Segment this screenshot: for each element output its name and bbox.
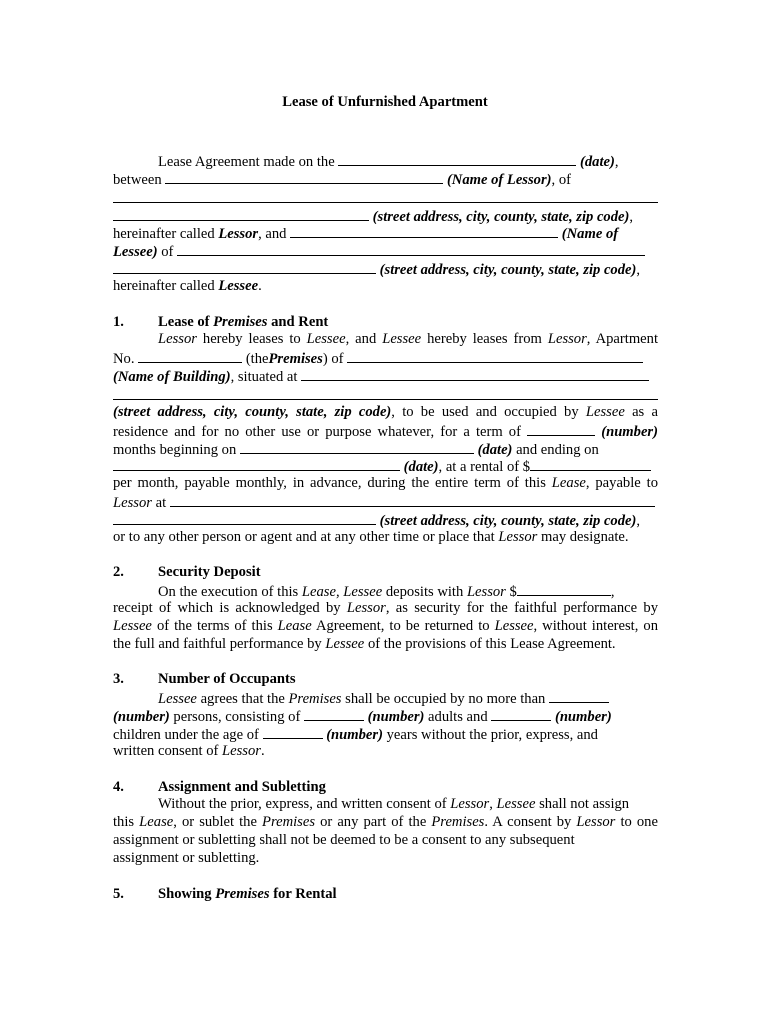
term: Premises	[431, 814, 485, 831]
section-4	[113, 779, 658, 868]
placeholder-label: (street address, city, county, state, zip code)	[113, 403, 392, 420]
term: Lessor	[466, 584, 506, 601]
text-span: $	[509, 584, 517, 601]
term: Lease	[301, 584, 336, 601]
text-span: may designate.	[540, 528, 629, 545]
text-span: adults and	[428, 709, 488, 726]
text-span: (the	[245, 351, 269, 368]
section-heading	[113, 671, 658, 689]
term: Premises	[262, 814, 316, 831]
text-span: years without the prior, express, and	[386, 727, 598, 743]
heading-text: for Rental	[273, 885, 337, 902]
text-line	[113, 493, 658, 511]
text-span: , situated at	[230, 369, 298, 386]
term: Lessor	[547, 331, 587, 348]
text-span: , Apartment	[586, 331, 658, 348]
intro-paragraph	[113, 152, 658, 296]
text-span: .	[258, 277, 262, 294]
text-span: hereby leases from	[427, 331, 542, 348]
text-line	[113, 457, 658, 475]
term: Lessee	[306, 331, 346, 348]
blank-field-building-address[interactable]	[301, 367, 649, 381]
text-span: hereby leases to	[202, 331, 301, 348]
text-span: as a	[632, 403, 658, 420]
section-heading	[113, 314, 658, 332]
section-heading	[113, 886, 658, 904]
text-line	[113, 242, 658, 260]
text-line: (street address, city, county, state, zip code),	[113, 511, 658, 529]
blank-field-building-name[interactable]	[347, 349, 643, 363]
blank-field-lessee-address-cont[interactable]	[113, 260, 376, 274]
blank-field-start-date[interactable]	[240, 440, 474, 454]
text-span: residence and for no other use or purpose whatever, for a term of	[113, 423, 521, 440]
text-line	[113, 850, 658, 868]
heading-italic: Premises	[215, 885, 270, 902]
placeholder-label: (street address, city, county, state, zip code)	[372, 208, 630, 225]
placeholder-label: (Name of Lessor)	[446, 171, 552, 188]
text-span: hereinafter called	[113, 277, 215, 294]
text-line	[113, 814, 658, 832]
defined-term: Lessee	[218, 277, 259, 294]
heading-text: Assignment and Subletting	[158, 778, 326, 795]
text-span: . A consent by	[484, 814, 572, 831]
text-span: children under the age of	[113, 727, 259, 743]
term: Premises	[288, 691, 342, 708]
text-line	[113, 529, 658, 547]
text-line	[113, 832, 658, 850]
section-2	[113, 564, 658, 653]
text-span: ,	[335, 584, 340, 601]
text-line	[113, 367, 658, 385]
text-line	[113, 618, 658, 636]
text-line	[113, 170, 658, 188]
blank-field-lessee-address[interactable]	[177, 242, 645, 256]
text-span: assignment or subletting shall not be deemed to be a consent to any subsequent	[113, 832, 575, 849]
text-span: persons, consisting of	[173, 709, 301, 726]
term: Lessee	[113, 617, 152, 634]
term: Lessor	[158, 331, 197, 348]
text-line	[113, 331, 658, 349]
heading-text: Lease of	[158, 313, 210, 330]
text-line: Lease Agreement made on the (date),	[158, 154, 619, 170]
text-line	[113, 278, 658, 296]
text-span: at	[155, 495, 167, 512]
text-span: per month, payable monthly, in advance, during the entire term of this	[113, 475, 546, 492]
term: Lessee	[494, 617, 534, 634]
blank-field-children[interactable]	[491, 707, 551, 721]
text-span: hereinafter called	[113, 226, 215, 243]
text-span: , as security for the faithful performance by	[385, 600, 658, 617]
section-number: 1.	[113, 313, 124, 330]
section-number: 5.	[113, 885, 124, 902]
text-span: or to any other person or agent and at any other time or place that	[113, 528, 495, 545]
text-line	[113, 600, 658, 618]
text-span: , without interest, on	[533, 617, 658, 634]
text-span: No.	[113, 351, 135, 368]
text-span: of the terms of this	[156, 617, 273, 634]
placeholder-label: (number)	[113, 709, 170, 726]
text-span: .	[260, 742, 265, 759]
text-span: assignment or subletting.	[113, 849, 260, 866]
section-5	[113, 886, 658, 904]
defined-term: Lessor	[218, 226, 259, 243]
text-span: , at a rental of $	[438, 459, 531, 476]
text-span: Agreement, to be returned to	[315, 617, 490, 634]
term: Lease	[139, 814, 174, 831]
term: Lessee	[496, 796, 536, 813]
text-span: deposits with	[385, 584, 464, 601]
text-span: this	[113, 814, 135, 831]
placeholder-label: Lessee)	[113, 244, 158, 261]
heading-text: Number of Occupants	[158, 671, 296, 688]
text-span: , of	[551, 171, 571, 188]
text-line	[113, 725, 658, 743]
text-span: Without the prior, express, and written consent of	[158, 796, 447, 813]
text-span: the full and faithful performance by	[113, 635, 322, 652]
term: Lessor	[450, 796, 490, 813]
defined-term: Premises	[268, 351, 323, 368]
blank-field-lessee-name[interactable]	[290, 224, 558, 238]
placeholder-label: (Name of Building)	[113, 369, 231, 386]
placeholder-label: (date)	[403, 459, 439, 476]
placeholder-label: (date)	[579, 154, 615, 170]
blank-field-child-age[interactable]	[263, 725, 323, 739]
placeholder-label: (number)	[554, 709, 612, 726]
term: Lessor	[346, 600, 386, 617]
term: Lessee	[325, 635, 365, 652]
text-span: , or sublet the	[173, 814, 257, 831]
blank-field-lessor-name[interactable]	[165, 170, 443, 184]
section-number: 4.	[113, 778, 124, 795]
text-span: receipt of which is acknowledged by	[113, 600, 341, 617]
text-span: shall be occupied by no more than	[345, 691, 546, 708]
text-line: (street address, city, county, state, zip code),	[113, 260, 658, 278]
blank-field-building-address-cont[interactable]	[113, 385, 658, 400]
blank-field-apartment-no[interactable]	[138, 349, 242, 363]
text-span: , payable to	[585, 475, 658, 492]
term: Lease	[551, 475, 586, 492]
text-span: to one	[620, 814, 658, 831]
text-line: (street address, city, county, state, zip code),	[113, 207, 658, 225]
blank-field-rent-amount[interactable]	[530, 457, 651, 471]
placeholder-label: (number)	[367, 709, 425, 726]
text-line	[113, 636, 658, 654]
heading-italic: Premises	[213, 313, 268, 330]
blank-field-end-date[interactable]	[113, 457, 400, 471]
placeholder-label: (street address, city, county, state, zip code)	[379, 512, 637, 529]
text-span: , and	[258, 226, 287, 243]
term: Lessee	[585, 403, 625, 420]
blank-field-date[interactable]	[338, 152, 576, 166]
text-span: ) of	[322, 351, 344, 368]
text-span: written consent of	[113, 742, 219, 759]
term: Lessee	[343, 584, 383, 601]
text-line	[113, 475, 658, 493]
text-line	[113, 707, 658, 725]
placeholder-label: (street address, city, county, state, zip code)	[379, 262, 637, 279]
text-span: On the execution of this	[158, 584, 299, 601]
text-span: agrees that the	[200, 691, 285, 708]
section-1	[113, 314, 658, 547]
document-title: Lease of Unfurnished Apartment	[282, 94, 488, 110]
placeholder-label: (number)	[326, 727, 383, 743]
text-line	[113, 743, 658, 761]
blank-field-payment-address-cont[interactable]	[113, 511, 376, 525]
text-line	[113, 422, 658, 440]
text-span: between	[113, 171, 162, 188]
placeholder-label: (Name of	[561, 226, 619, 243]
text-line	[113, 224, 658, 242]
blank-field-lessor-address[interactable]	[113, 188, 658, 203]
heading-text: and Rent	[271, 313, 329, 330]
term: Lessor	[113, 495, 152, 512]
heading-text: Showing	[158, 885, 212, 902]
text-line: On the execution of this Lease, Lessee deposits with Lessor $ ,	[158, 584, 615, 601]
text-line	[113, 404, 658, 422]
blank-field-payment-address[interactable]	[170, 493, 655, 507]
text-span: and ending on	[516, 441, 599, 458]
term: Lessor	[576, 814, 616, 831]
text-span: of the provisions of this Lease Agreement.	[367, 635, 616, 652]
text-line	[113, 440, 658, 458]
term: Lessor	[498, 528, 538, 545]
text-span: of	[161, 244, 174, 261]
document-body	[113, 152, 658, 903]
text-span: , to be used and occupied by	[391, 403, 579, 420]
section-number: 2.	[113, 564, 124, 581]
section-heading	[113, 564, 658, 582]
text-span: , and	[345, 331, 377, 348]
term: Lessee	[382, 331, 422, 348]
text-line	[113, 689, 658, 707]
text-span: ,	[489, 796, 493, 813]
blank-field-lessor-address-cont[interactable]	[113, 207, 369, 221]
blank-field-term-months[interactable]	[527, 422, 595, 436]
placeholder-label: (date)	[477, 441, 513, 458]
term: Lease	[277, 617, 312, 634]
section-number: 3.	[113, 671, 124, 688]
section-heading	[113, 779, 658, 797]
blank-field-deposit-amount[interactable]	[517, 582, 611, 596]
blank-field-adults[interactable]	[304, 707, 364, 721]
section-3	[113, 671, 658, 760]
text-span: shall not assign	[539, 796, 630, 813]
term: Lessee	[158, 691, 197, 708]
heading-text: Security Deposit	[158, 564, 261, 581]
placeholder-label: (number)	[601, 423, 658, 440]
text-line	[113, 349, 658, 367]
blank-field-max-occupants[interactable]	[549, 689, 609, 703]
text-span: or any part of the	[320, 814, 427, 831]
term: Lessor	[222, 742, 261, 759]
text-line	[113, 796, 658, 814]
text-span: Lease Agreement made on the	[158, 154, 335, 170]
text-span: months beginning on	[113, 441, 237, 458]
